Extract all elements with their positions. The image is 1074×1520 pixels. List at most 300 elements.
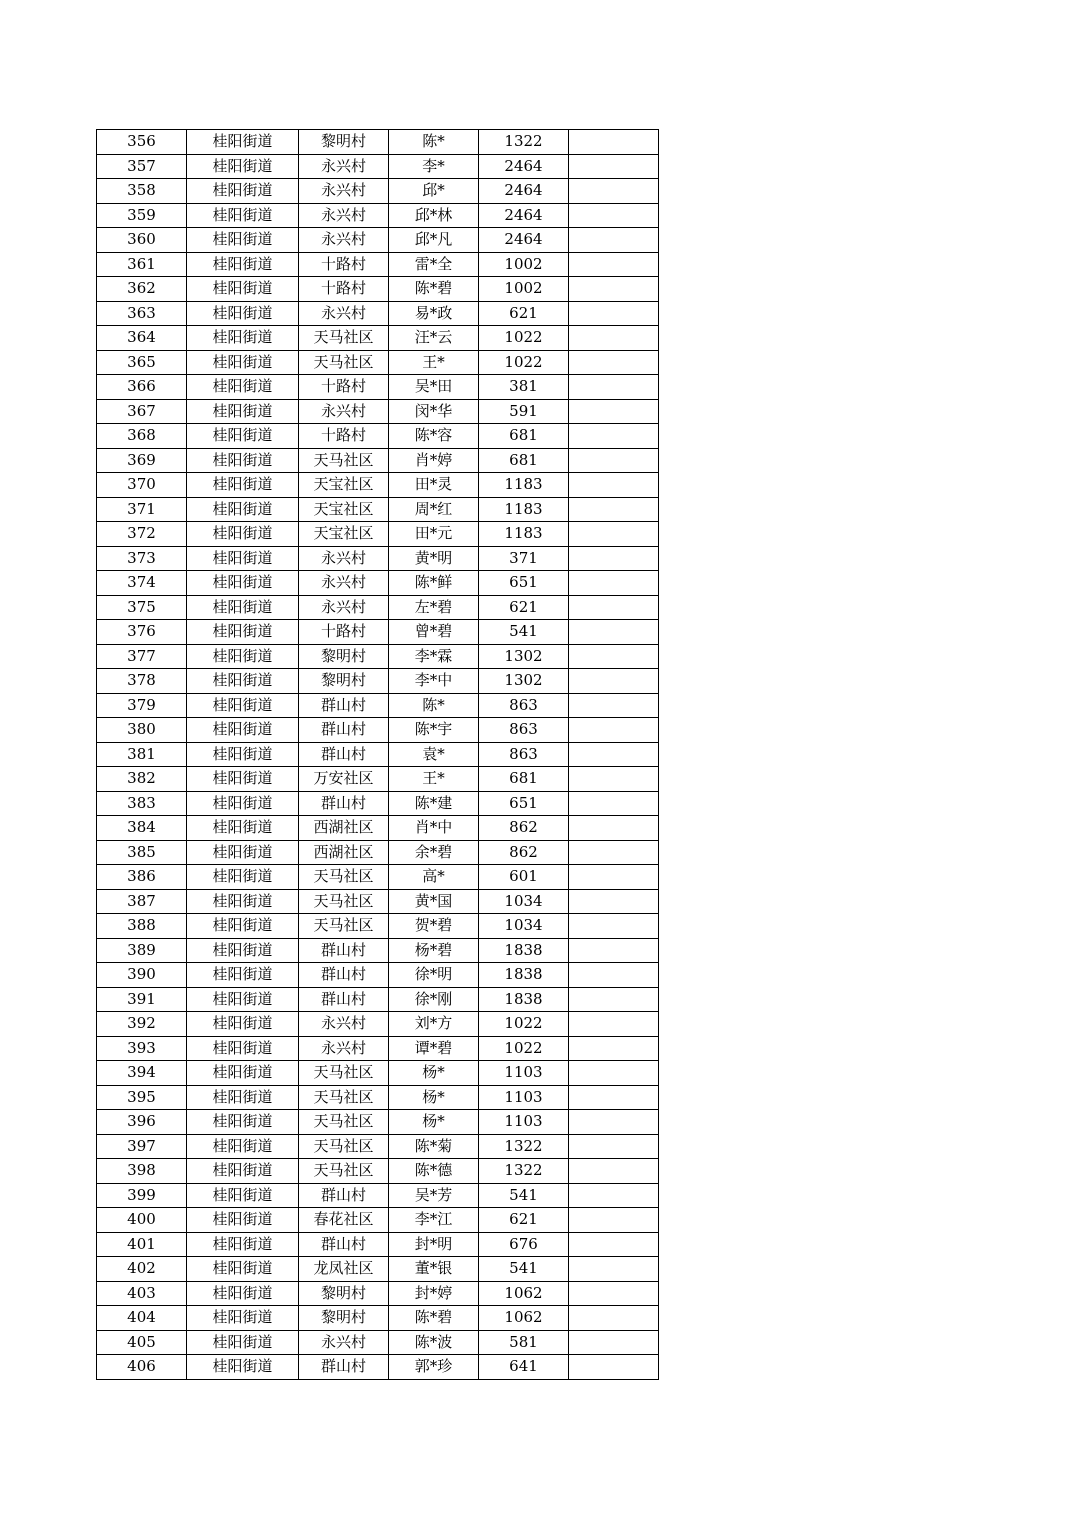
note-cell [569, 1012, 659, 1037]
note-cell [569, 424, 659, 449]
village-cell: 群山村 [299, 987, 389, 1012]
name-cell: 邱*林 [389, 203, 479, 228]
street-cell: 桂阳街道 [187, 473, 299, 498]
note-cell [569, 448, 659, 473]
amount-cell: 2464 [479, 228, 569, 253]
village-cell: 天马社区 [299, 914, 389, 939]
name-cell: 徐*刚 [389, 987, 479, 1012]
name-cell: 董*银 [389, 1257, 479, 1282]
row-number-cell: 402 [97, 1257, 187, 1282]
row-number-cell: 368 [97, 424, 187, 449]
note-cell [569, 938, 659, 963]
street-cell: 桂阳街道 [187, 865, 299, 890]
row-number-cell: 392 [97, 1012, 187, 1037]
village-cell: 天宝社区 [299, 473, 389, 498]
table-row [97, 938, 659, 963]
name-cell: 袁* [389, 742, 479, 767]
table-row [97, 1183, 659, 1208]
village-cell: 永兴村 [299, 301, 389, 326]
table-row [97, 1134, 659, 1159]
village-cell: 天马社区 [299, 1134, 389, 1159]
village-cell: 天马社区 [299, 865, 389, 890]
table-row [97, 252, 659, 277]
village-cell: 十路村 [299, 277, 389, 302]
village-cell: 黎明村 [299, 1281, 389, 1306]
amount-cell: 1034 [479, 914, 569, 939]
table-row [97, 840, 659, 865]
amount-cell: 621 [479, 301, 569, 326]
village-cell: 群山村 [299, 1355, 389, 1380]
village-cell: 春花社区 [299, 1208, 389, 1233]
village-cell: 十路村 [299, 252, 389, 277]
name-cell: 王* [389, 767, 479, 792]
row-number-cell: 356 [97, 130, 187, 155]
amount-cell: 1103 [479, 1061, 569, 1086]
row-number-cell: 385 [97, 840, 187, 865]
name-cell: 高* [389, 865, 479, 890]
name-cell: 陈*碧 [389, 1306, 479, 1331]
row-number-cell: 406 [97, 1355, 187, 1380]
note-cell [569, 791, 659, 816]
street-cell: 桂阳街道 [187, 1257, 299, 1282]
name-cell: 陈* [389, 693, 479, 718]
street-cell: 桂阳街道 [187, 1036, 299, 1061]
row-number-cell: 371 [97, 497, 187, 522]
table-row [97, 1159, 659, 1184]
amount-cell: 601 [479, 865, 569, 890]
table-row [97, 644, 659, 669]
table-row [97, 1306, 659, 1331]
name-cell: 雷*全 [389, 252, 479, 277]
note-cell [569, 1257, 659, 1282]
street-cell: 桂阳街道 [187, 546, 299, 571]
table-row [97, 1281, 659, 1306]
row-number-cell: 364 [97, 326, 187, 351]
table-row [97, 301, 659, 326]
name-cell: 左*碧 [389, 595, 479, 620]
amount-cell: 1302 [479, 644, 569, 669]
amount-cell: 681 [479, 448, 569, 473]
table-row [97, 277, 659, 302]
table-row [97, 669, 659, 694]
note-cell [569, 595, 659, 620]
village-cell: 西湖社区 [299, 840, 389, 865]
row-number-cell: 365 [97, 350, 187, 375]
note-cell [569, 399, 659, 424]
name-cell: 邱*凡 [389, 228, 479, 253]
name-cell: 陈*菊 [389, 1134, 479, 1159]
amount-cell: 1022 [479, 1012, 569, 1037]
amount-cell: 1322 [479, 130, 569, 155]
street-cell: 桂阳街道 [187, 938, 299, 963]
street-cell: 桂阳街道 [187, 497, 299, 522]
name-cell: 杨* [389, 1085, 479, 1110]
note-cell [569, 889, 659, 914]
row-number-cell: 380 [97, 718, 187, 743]
table-row [97, 1355, 659, 1380]
table-row [97, 473, 659, 498]
street-cell: 桂阳街道 [187, 375, 299, 400]
amount-cell: 641 [479, 1355, 569, 1380]
village-cell: 西湖社区 [299, 816, 389, 841]
amount-cell: 651 [479, 571, 569, 596]
note-cell [569, 497, 659, 522]
name-cell: 李* [389, 154, 479, 179]
name-cell: 黄*明 [389, 546, 479, 571]
amount-cell: 1302 [479, 669, 569, 694]
row-number-cell: 379 [97, 693, 187, 718]
row-number-cell: 389 [97, 938, 187, 963]
table-row [97, 326, 659, 351]
street-cell: 桂阳街道 [187, 277, 299, 302]
note-cell [569, 1281, 659, 1306]
amount-cell: 1322 [479, 1159, 569, 1184]
village-cell: 黎明村 [299, 669, 389, 694]
village-cell: 群山村 [299, 791, 389, 816]
village-cell: 永兴村 [299, 179, 389, 204]
street-cell: 桂阳街道 [187, 840, 299, 865]
name-cell: 李*江 [389, 1208, 479, 1233]
name-cell: 刘*方 [389, 1012, 479, 1037]
table-row [97, 767, 659, 792]
street-cell: 桂阳街道 [187, 203, 299, 228]
amount-cell: 863 [479, 718, 569, 743]
row-number-cell: 390 [97, 963, 187, 988]
street-cell: 桂阳街道 [187, 522, 299, 547]
street-cell: 桂阳街道 [187, 1306, 299, 1331]
street-cell: 桂阳街道 [187, 742, 299, 767]
table-row [97, 1012, 659, 1037]
row-number-cell: 398 [97, 1159, 187, 1184]
amount-cell: 681 [479, 424, 569, 449]
street-cell: 桂阳街道 [187, 1330, 299, 1355]
amount-cell: 863 [479, 742, 569, 767]
table-row [97, 963, 659, 988]
amount-cell: 1103 [479, 1085, 569, 1110]
name-cell: 李*霖 [389, 644, 479, 669]
amount-cell: 1022 [479, 326, 569, 351]
note-cell [569, 693, 659, 718]
street-cell: 桂阳街道 [187, 816, 299, 841]
amount-cell: 1062 [479, 1306, 569, 1331]
table-row [97, 375, 659, 400]
note-cell [569, 154, 659, 179]
row-number-cell: 397 [97, 1134, 187, 1159]
note-cell [569, 350, 659, 375]
village-cell: 天马社区 [299, 326, 389, 351]
street-cell: 桂阳街道 [187, 252, 299, 277]
village-cell: 十路村 [299, 375, 389, 400]
note-cell [569, 767, 659, 792]
street-cell: 桂阳街道 [187, 1183, 299, 1208]
note-cell [569, 326, 659, 351]
table-row [97, 522, 659, 547]
table-row [97, 350, 659, 375]
name-cell: 杨*碧 [389, 938, 479, 963]
name-cell: 邱* [389, 179, 479, 204]
row-number-cell: 399 [97, 1183, 187, 1208]
note-cell [569, 228, 659, 253]
table-row [97, 1085, 659, 1110]
name-cell: 谭*碧 [389, 1036, 479, 1061]
table-row [97, 203, 659, 228]
amount-cell: 1062 [479, 1281, 569, 1306]
table-row [97, 889, 659, 914]
street-cell: 桂阳街道 [187, 987, 299, 1012]
row-number-cell: 405 [97, 1330, 187, 1355]
row-number-cell: 394 [97, 1061, 187, 1086]
street-cell: 桂阳街道 [187, 1110, 299, 1135]
table-row [97, 1036, 659, 1061]
street-cell: 桂阳街道 [187, 1281, 299, 1306]
name-cell: 肖*中 [389, 816, 479, 841]
name-cell: 田*元 [389, 522, 479, 547]
village-cell: 永兴村 [299, 154, 389, 179]
table-row [97, 424, 659, 449]
note-cell [569, 1208, 659, 1233]
amount-cell: 676 [479, 1232, 569, 1257]
note-cell [569, 865, 659, 890]
table-row [97, 1257, 659, 1282]
note-cell [569, 130, 659, 155]
name-cell: 郭*珍 [389, 1355, 479, 1380]
note-cell [569, 1134, 659, 1159]
village-cell: 永兴村 [299, 595, 389, 620]
table-row [97, 1208, 659, 1233]
row-number-cell: 382 [97, 767, 187, 792]
name-cell: 陈*波 [389, 1330, 479, 1355]
row-number-cell: 383 [97, 791, 187, 816]
amount-cell: 1022 [479, 1036, 569, 1061]
note-cell [569, 644, 659, 669]
table-row [97, 791, 659, 816]
street-cell: 桂阳街道 [187, 595, 299, 620]
row-number-cell: 370 [97, 473, 187, 498]
note-cell [569, 1159, 659, 1184]
name-cell: 陈*德 [389, 1159, 479, 1184]
village-cell: 群山村 [299, 718, 389, 743]
table-row [97, 718, 659, 743]
street-cell: 桂阳街道 [187, 130, 299, 155]
note-cell [569, 1110, 659, 1135]
village-cell: 永兴村 [299, 1330, 389, 1355]
amount-cell: 1838 [479, 963, 569, 988]
village-cell: 群山村 [299, 938, 389, 963]
name-cell: 封*婷 [389, 1281, 479, 1306]
row-number-cell: 377 [97, 644, 187, 669]
amount-cell: 621 [479, 1208, 569, 1233]
street-cell: 桂阳街道 [187, 1061, 299, 1086]
amount-cell: 862 [479, 840, 569, 865]
note-cell [569, 620, 659, 645]
table-row [97, 742, 659, 767]
table-row [97, 1232, 659, 1257]
amount-cell: 1034 [479, 889, 569, 914]
street-cell: 桂阳街道 [187, 963, 299, 988]
note-cell [569, 203, 659, 228]
village-cell: 永兴村 [299, 203, 389, 228]
note-cell [569, 252, 659, 277]
village-cell: 天马社区 [299, 1061, 389, 1086]
street-cell: 桂阳街道 [187, 571, 299, 596]
village-cell: 十路村 [299, 424, 389, 449]
name-cell: 陈*建 [389, 791, 479, 816]
table-row [97, 497, 659, 522]
street-cell: 桂阳街道 [187, 424, 299, 449]
row-number-cell: 388 [97, 914, 187, 939]
amount-cell: 651 [479, 791, 569, 816]
note-cell [569, 1036, 659, 1061]
row-number-cell: 359 [97, 203, 187, 228]
note-cell [569, 669, 659, 694]
table-row [97, 865, 659, 890]
street-cell: 桂阳街道 [187, 1134, 299, 1159]
row-number-cell: 373 [97, 546, 187, 571]
street-cell: 桂阳街道 [187, 644, 299, 669]
row-number-cell: 381 [97, 742, 187, 767]
street-cell: 桂阳街道 [187, 1085, 299, 1110]
street-cell: 桂阳街道 [187, 1012, 299, 1037]
row-number-cell: 376 [97, 620, 187, 645]
row-number-cell: 378 [97, 669, 187, 694]
row-number-cell: 401 [97, 1232, 187, 1257]
table-row [97, 448, 659, 473]
street-cell: 桂阳街道 [187, 914, 299, 939]
amount-cell: 541 [479, 1257, 569, 1282]
name-cell: 黄*国 [389, 889, 479, 914]
village-cell: 黎明村 [299, 1306, 389, 1331]
name-cell: 闵*华 [389, 399, 479, 424]
village-cell: 天马社区 [299, 1159, 389, 1184]
street-cell: 桂阳街道 [187, 154, 299, 179]
table-row [97, 914, 659, 939]
table-row [97, 1330, 659, 1355]
amount-cell: 1322 [479, 1134, 569, 1159]
village-cell: 群山村 [299, 742, 389, 767]
amount-cell: 1002 [479, 277, 569, 302]
name-cell: 曾*碧 [389, 620, 479, 645]
street-cell: 桂阳街道 [187, 889, 299, 914]
amount-cell: 863 [479, 693, 569, 718]
amount-cell: 591 [479, 399, 569, 424]
street-cell: 桂阳街道 [187, 791, 299, 816]
street-cell: 桂阳街道 [187, 1355, 299, 1380]
note-cell [569, 1085, 659, 1110]
amount-cell: 1183 [479, 497, 569, 522]
row-number-cell: 360 [97, 228, 187, 253]
village-cell: 永兴村 [299, 1012, 389, 1037]
village-cell: 黎明村 [299, 644, 389, 669]
row-number-cell: 400 [97, 1208, 187, 1233]
table-row [97, 546, 659, 571]
village-cell: 永兴村 [299, 571, 389, 596]
table-body [97, 130, 659, 1380]
row-number-cell: 396 [97, 1110, 187, 1135]
note-cell [569, 1355, 659, 1380]
village-cell: 群山村 [299, 963, 389, 988]
village-cell: 天宝社区 [299, 497, 389, 522]
village-cell: 天宝社区 [299, 522, 389, 547]
name-cell: 贺*碧 [389, 914, 479, 939]
amount-cell: 621 [479, 595, 569, 620]
row-number-cell: 369 [97, 448, 187, 473]
street-cell: 桂阳街道 [187, 1159, 299, 1184]
street-cell: 桂阳街道 [187, 669, 299, 694]
amount-cell: 1838 [479, 987, 569, 1012]
row-number-cell: 361 [97, 252, 187, 277]
row-number-cell: 393 [97, 1036, 187, 1061]
note-cell [569, 718, 659, 743]
village-cell: 天马社区 [299, 448, 389, 473]
name-cell: 陈*碧 [389, 277, 479, 302]
street-cell: 桂阳街道 [187, 326, 299, 351]
village-cell: 永兴村 [299, 546, 389, 571]
amount-cell: 1022 [479, 350, 569, 375]
table-row [97, 228, 659, 253]
row-number-cell: 367 [97, 399, 187, 424]
note-cell [569, 1232, 659, 1257]
table-row [97, 595, 659, 620]
note-cell [569, 840, 659, 865]
row-number-cell: 374 [97, 571, 187, 596]
amount-cell: 541 [479, 620, 569, 645]
village-cell: 永兴村 [299, 1036, 389, 1061]
village-cell: 群山村 [299, 693, 389, 718]
note-cell [569, 742, 659, 767]
village-cell: 永兴村 [299, 399, 389, 424]
name-cell: 余*碧 [389, 840, 479, 865]
amount-cell: 2464 [479, 154, 569, 179]
street-cell: 桂阳街道 [187, 1232, 299, 1257]
row-number-cell: 395 [97, 1085, 187, 1110]
table-row [97, 571, 659, 596]
name-cell: 杨* [389, 1061, 479, 1086]
row-number-cell: 362 [97, 277, 187, 302]
village-cell: 黎明村 [299, 130, 389, 155]
street-cell: 桂阳街道 [187, 399, 299, 424]
row-number-cell: 372 [97, 522, 187, 547]
name-cell: 田*灵 [389, 473, 479, 498]
name-cell: 周*红 [389, 497, 479, 522]
street-cell: 桂阳街道 [187, 448, 299, 473]
data-table [96, 129, 659, 1380]
amount-cell: 1103 [479, 1110, 569, 1135]
street-cell: 桂阳街道 [187, 228, 299, 253]
note-cell [569, 546, 659, 571]
row-number-cell: 384 [97, 816, 187, 841]
table-row [97, 154, 659, 179]
table-row [97, 693, 659, 718]
village-cell: 龙凤社区 [299, 1257, 389, 1282]
table-row [97, 816, 659, 841]
village-cell: 天马社区 [299, 1110, 389, 1135]
village-cell: 万安社区 [299, 767, 389, 792]
street-cell: 桂阳街道 [187, 179, 299, 204]
note-cell [569, 301, 659, 326]
name-cell: 陈*宇 [389, 718, 479, 743]
note-cell [569, 179, 659, 204]
row-number-cell: 358 [97, 179, 187, 204]
name-cell: 易*政 [389, 301, 479, 326]
row-number-cell: 366 [97, 375, 187, 400]
note-cell [569, 571, 659, 596]
name-cell: 陈*容 [389, 424, 479, 449]
name-cell: 李*中 [389, 669, 479, 694]
amount-cell: 681 [479, 767, 569, 792]
note-cell [569, 522, 659, 547]
village-cell: 天马社区 [299, 889, 389, 914]
village-cell: 群山村 [299, 1232, 389, 1257]
